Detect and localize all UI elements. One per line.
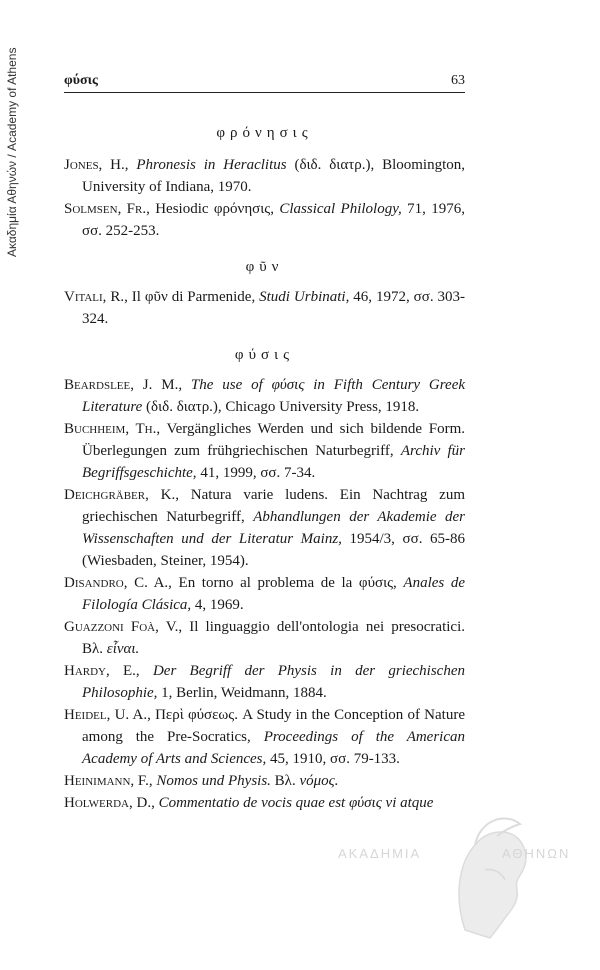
entry-jones: Jones, H., Phronesis in Heraclitus (διδ. διατρ.), Bloomington, University of Indiana, 1970. bbox=[64, 157, 466, 195]
entry-solmsen: Solmsen, Fr., Hesiodic φρόνησις, Classical Philology, 71, 1976, σσ. 252-253. bbox=[64, 201, 466, 239]
section-heading-fronesis: φρόνησις bbox=[216, 125, 313, 141]
side-archive-label: Ακαδημία Αθηνών / Academy of Athens bbox=[5, 47, 19, 258]
running-header bbox=[64, 74, 465, 93]
page-number: 63 bbox=[451, 73, 465, 88]
entry-deichgraber: Deichgräber, K., Natura varie ludens. Ein Nachtrag zum griechischen Naturbegriff, Abhandlungen der Akademie der Wissenschaften und der Literatur Mainz, 1954/3, σσ. 65-86 (Wiesbaden, Steiner, 1954). bbox=[64, 487, 466, 569]
entry-vitali: Vitali, R., Il φῦν di Parmenide, Studi Urbinati, 46, 1972, σσ. 303-324. bbox=[64, 289, 466, 327]
entry-beardslee: Beardslee, J. M., The use of φύσις in Fifth Century Greek Literature (διδ. διατρ.), Chicago University Press, 1918. bbox=[64, 377, 466, 415]
section-heading-fysis: φύσις bbox=[234, 347, 295, 363]
running-title: φύσις bbox=[64, 73, 98, 88]
entry-disandro: Disandro, C. A., En torno al problema de la φύσις, Anales de Filología Clásica, 4, 1969. bbox=[64, 575, 466, 613]
watermark-text-left: ΑΚΑΔΗΜΙΑ bbox=[338, 846, 422, 861]
entry-heinimann: Heinimann, F., Nomos und Physis. Βλ. νόμος. bbox=[64, 773, 339, 789]
entry-heidel: Heidel, U. A., Περὶ φύσεως. A Study in the Conception of Nature among the Pre-Socratics, Proceedings of the American Academy of Arts and Sciences, 45, 1910, σσ. 79-133. bbox=[64, 707, 466, 767]
academy-watermark bbox=[338, 810, 590, 970]
entry-guazzoni: Guazzoni Foà, V., Il linguaggio dell'ontologia nei presocratici. Βλ. εἶναι. bbox=[64, 619, 465, 657]
entry-holwerda: Holwerda, D., Commentatio de vocis quae est φύσις vi atque bbox=[64, 795, 434, 811]
entry-hardy: Hardy, E., Der Begriff der Physis in der griechischen Philosophie, 1, Berlin, Weidmann, 1884. bbox=[64, 663, 465, 701]
entry-buchheim: Buchheim, Th., Vergängliches Werden und sich bildende Form. Überlegungen zum frühgriechischen Naturbegriff, Archiv für Begriffsgeschichte, 41, 1999, σσ. 7-34. bbox=[64, 421, 466, 481]
athena-head-icon bbox=[445, 810, 535, 940]
watermark-text-right: ΑΘΗΝΩΝ bbox=[502, 846, 571, 861]
bibliography-body bbox=[64, 122, 465, 814]
section-heading-fyn: φῦν bbox=[245, 259, 284, 275]
